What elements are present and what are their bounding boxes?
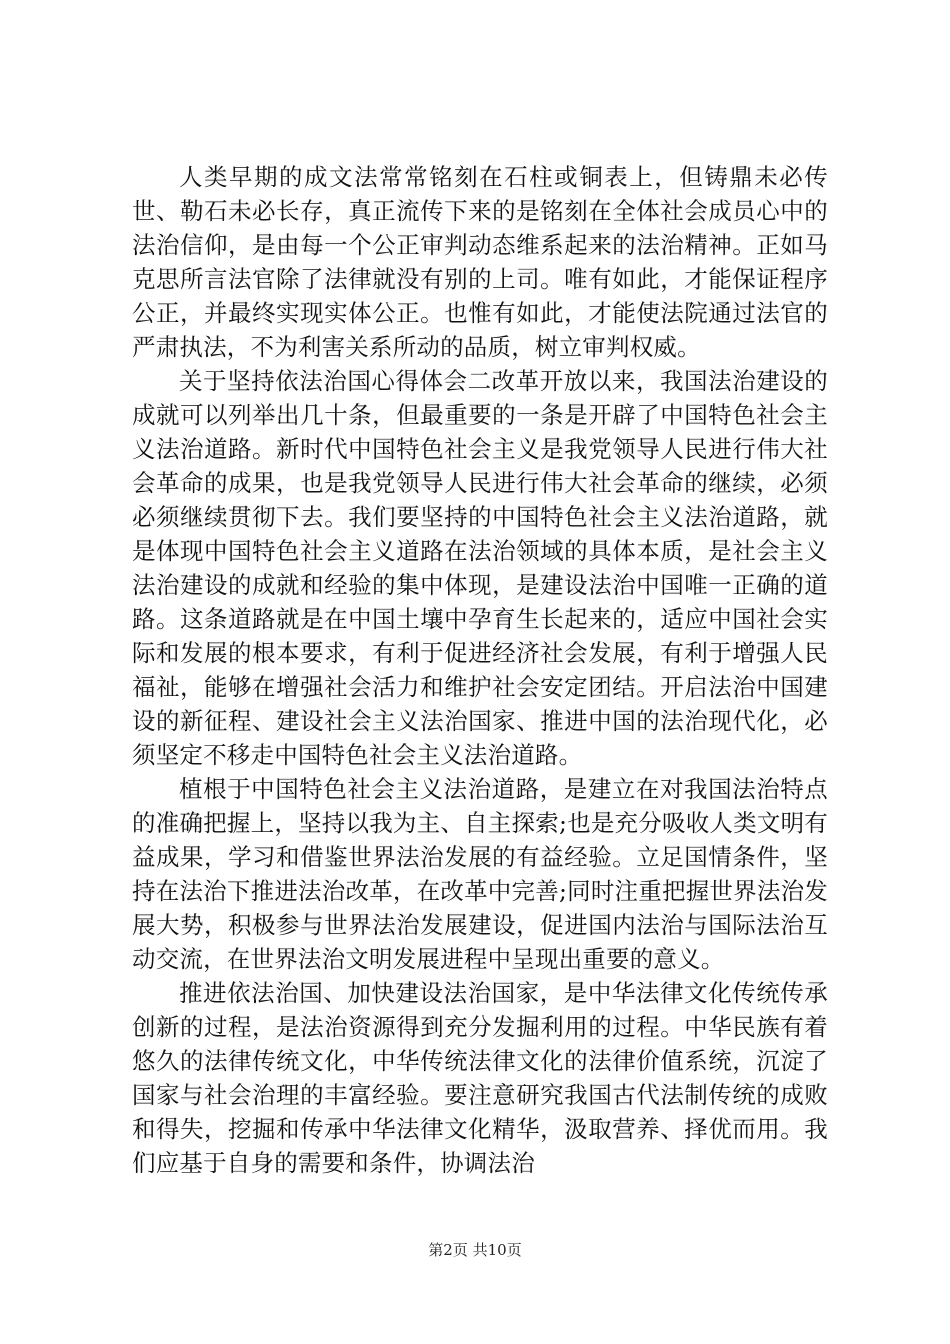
- paragraph-4: 推进依法治国、加快建设法治国家，是中华法律文化传统传承创新的过程，是法治资源得到充分发掘利用的过程。中华民族有着悠久的法律传统文化，中华传统法律文化的法律价值系统，沉淀了国家与社会治理的丰富经验。要注意研究我国古代法制传统的成败和得失，挖掘和传承中华法律文化精华，汲取营养、择优而用。我们应基于自身的需要和条件，协调法治: [132, 979, 828, 1177]
- paragraph-2: 关于坚持依法治国心得体会二改革开放以来，我国法治建设的成就可以列举出几十条，但最重要的一条是开辟了中国特色社会主义法治道路。新时代中国特色社会主义是我党领导人民进行伟大社会革命的成果，也是我党领导人民进行伟大社会革命的继续，必须必须继续贯彻下去。我们要坚持的中国特色社会主义法治道路，就是体现中国特色社会主义道路在法治领域的具体本质，是社会主义法治建设的成就和经验的集中体现，是建设法治中国唯一正确的道路。这条道路就是在中国土壤中孕育生长起来的，适应中国社会实际和发展的根本要求，有利于促进经济社会发展，有利于增强人民福祉，能够在增强社会活力和维护社会安定团结。开启法治中国建设的新征程、建设社会主义法治国家、推进中国的法治现代化，必须坚定不移走中国特色社会主义法治道路。: [132, 367, 828, 769]
- page-number-footer: 第2页 共10页: [428, 1241, 522, 1259]
- document-body: [132, 160, 828, 1180]
- paragraph-3: 植根于中国特色社会主义法治道路，是建立在对我国法治特点的准确把握上，坚持以我为主、自主探索;也是充分吸收人类文明有益成果，学习和借鉴世界法治发展的有益经验。立足国情条件，坚持在法治下推进法治改革，在改革中完善;同时注重把握世界法治发展大势，积极参与世界法治发展建设，促进国内法治与国际法治互动交流，在世界法治文明发展进程中呈现出重要的意义。: [132, 775, 828, 973]
- paragraph-1: 人类早期的成文法常常铭刻在石柱或铜表上，但铸鼎未必传世、勒石未必长存，真正流传下来的是铭刻在全体社会成员心中的法治信仰，是由每一个公正审判动态维系起来的法治精神。正如马克思所言法官除了法律就没有别的上司。唯有如此，才能保证程序公正，并最终实现实体公正。也惟有如此，才能使法院通过法官的严肃执法，不为利害关系所动的品质，树立审判权威。: [132, 163, 828, 361]
